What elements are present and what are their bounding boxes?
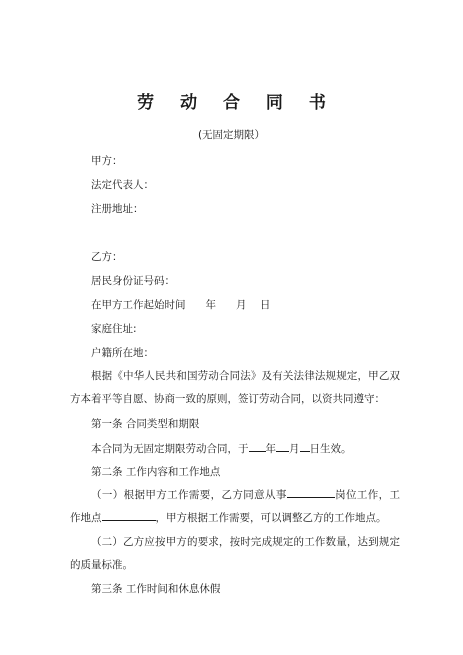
position-blank [287,486,335,498]
year-blank [249,440,266,452]
clause1-text-b: 岗位工作，工作地点 [70,489,400,524]
month-blank [276,440,289,452]
document-title: 劳 动 合 同 书 [137,93,336,113]
day-blank [300,440,310,452]
document-subtitle: (无固定期限） [197,129,266,141]
article1-text-b: 年 [265,443,276,455]
party-a-label: 甲方： [91,155,123,167]
article1-text-d: 日生效。 [309,443,352,455]
article1-text-c: 月 [289,443,300,455]
home-address-label: 家庭住址: [91,323,137,335]
id-number-label: 居民身份证号码： [91,275,175,287]
location-blank [102,509,156,521]
clause1-paragraph [70,484,400,530]
household-reg-label: 户籍所在地： [91,347,154,359]
article1-title: 第一条 合同类型和期限 [91,418,200,430]
clause1-text-a: （一）根据甲方工作需要，乙方同意从事 [91,489,287,501]
article1-text-a: 本合同为无固定期限劳动合同，于 [91,443,249,455]
article3-title: 第三条 工作时间和休息休假 [91,583,221,595]
start-date-label: 在甲方工作起始时间 年 月 日 [91,299,271,311]
party-b-label: 乙方： [91,251,123,263]
intro-paragraph: 根据《中华人民共和国劳动合同法》及有关法律法规规定，甲乙双方本着平等自愿、协商一致的原则，签订劳动合同，以资共同遵守： [70,370,400,405]
article1-text [91,440,352,457]
clause1-text-c: ，甲方根据工作需要，可以调整乙方的工作地点。 [155,512,387,524]
clause2-paragraph: （二）乙方应按甲方的要求，按时完成规定的工作数量，达到规定的质量标准。 [70,536,400,571]
reg-address-label: 注册地址： [91,203,144,215]
article2-title: 第二条 工作内容和工作地点 [91,466,221,478]
legal-rep-label: 法定代表人： [91,179,154,191]
